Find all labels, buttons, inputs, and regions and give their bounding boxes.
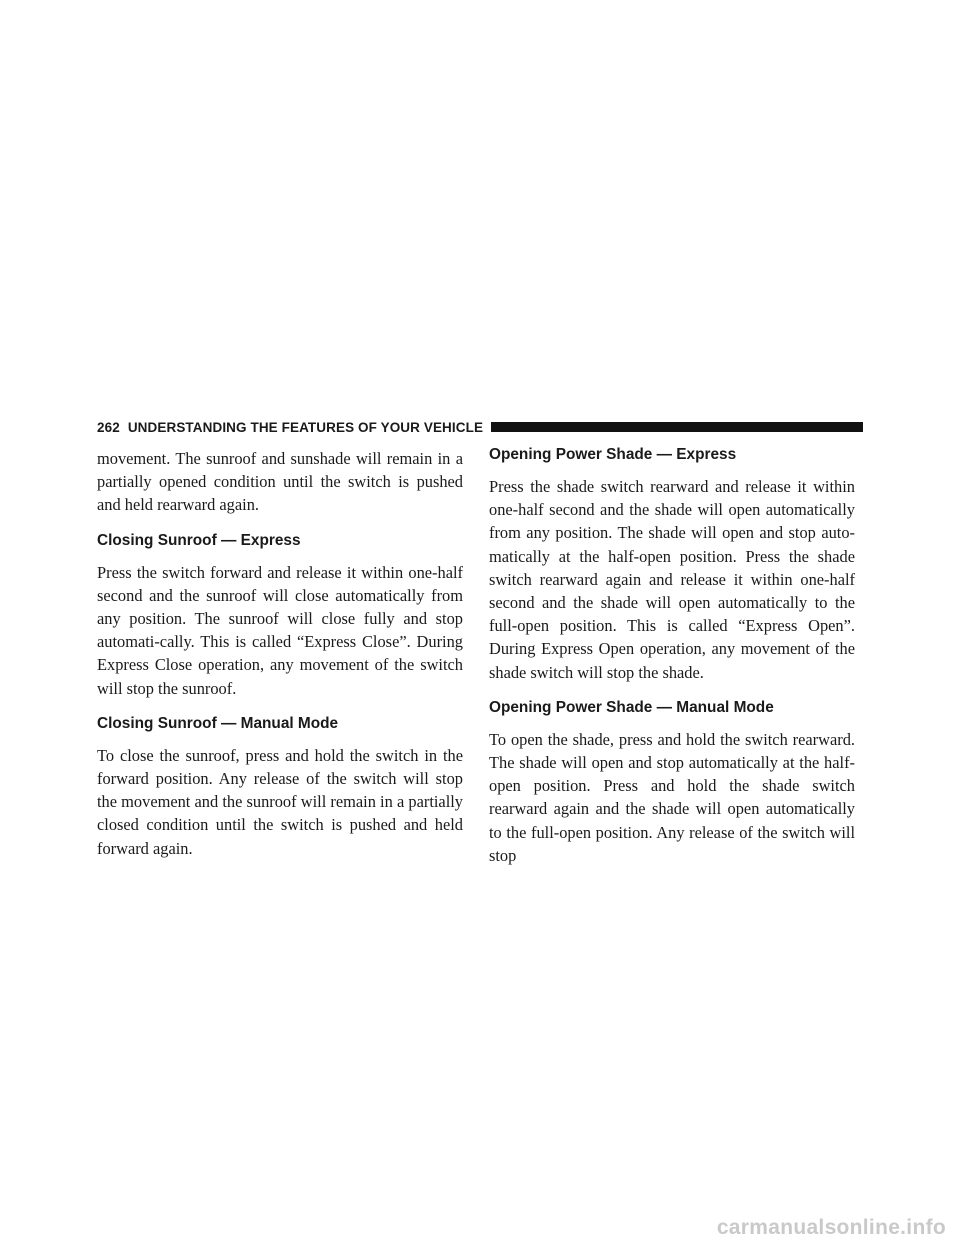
paragraph-closing-sunroof-manual: To close the sunroof, press and hold the switch in the forward position. Any release of the switch will stop the movement and the sunroof will remain in a partially closed condition until the switch is pushed and held forward again. xyxy=(97,745,463,858)
header-rule xyxy=(491,422,863,432)
paragraph-opening-shade-manual: To open the shade, press and hold the switch rearward. The shade will open and stop automatically at the half-open position. Press and hold the shade switch rearward again and the shade will open automatically to the full-open position. Any release of the switch will stop xyxy=(489,729,855,865)
heading-closing-sunroof-express: Closing Sunroof — Express xyxy=(97,531,301,549)
right-column xyxy=(489,447,855,867)
page-number: 262 xyxy=(97,419,120,435)
intro-paragraph: movement. The sunroof and sunshade will remain in a partially opened condition until the switch is pushed and held rearward again. xyxy=(97,449,463,515)
watermark: carmanualsonline.info xyxy=(716,1216,946,1239)
page-header xyxy=(97,418,863,436)
paragraph-opening-shade-express: Press the shade switch rearward and release it within one-half second and the shade will open automatically from any position. The shade will open and stop auto-matically at the half-open position. Press the shade switch rearward again and release it within one-half second and the shade will open automatically to the full-open position. This is called “Express Open”. During Express Open operation, any movement of the shade switch will stop the shade. xyxy=(489,477,855,682)
heading-opening-shade-manual: Opening Power Shade — Manual Mode xyxy=(489,698,774,716)
section-title: UNDERSTANDING THE FEATURES OF YOUR VEHICLE xyxy=(127,419,484,435)
left-column xyxy=(97,447,463,860)
heading-closing-sunroof-manual: Closing Sunroof — Manual Mode xyxy=(97,714,339,732)
heading-opening-shade-express: Opening Power Shade — Express xyxy=(489,446,737,463)
paragraph-closing-sunroof-express: Press the switch forward and release it within one-half second and the sunroof will close automatically from any position. The sunroof will close fully and stop automati-cally. This is called “Express Close”. During Express Close operation, any movement of the switch will stop the sunroof. xyxy=(97,562,463,698)
